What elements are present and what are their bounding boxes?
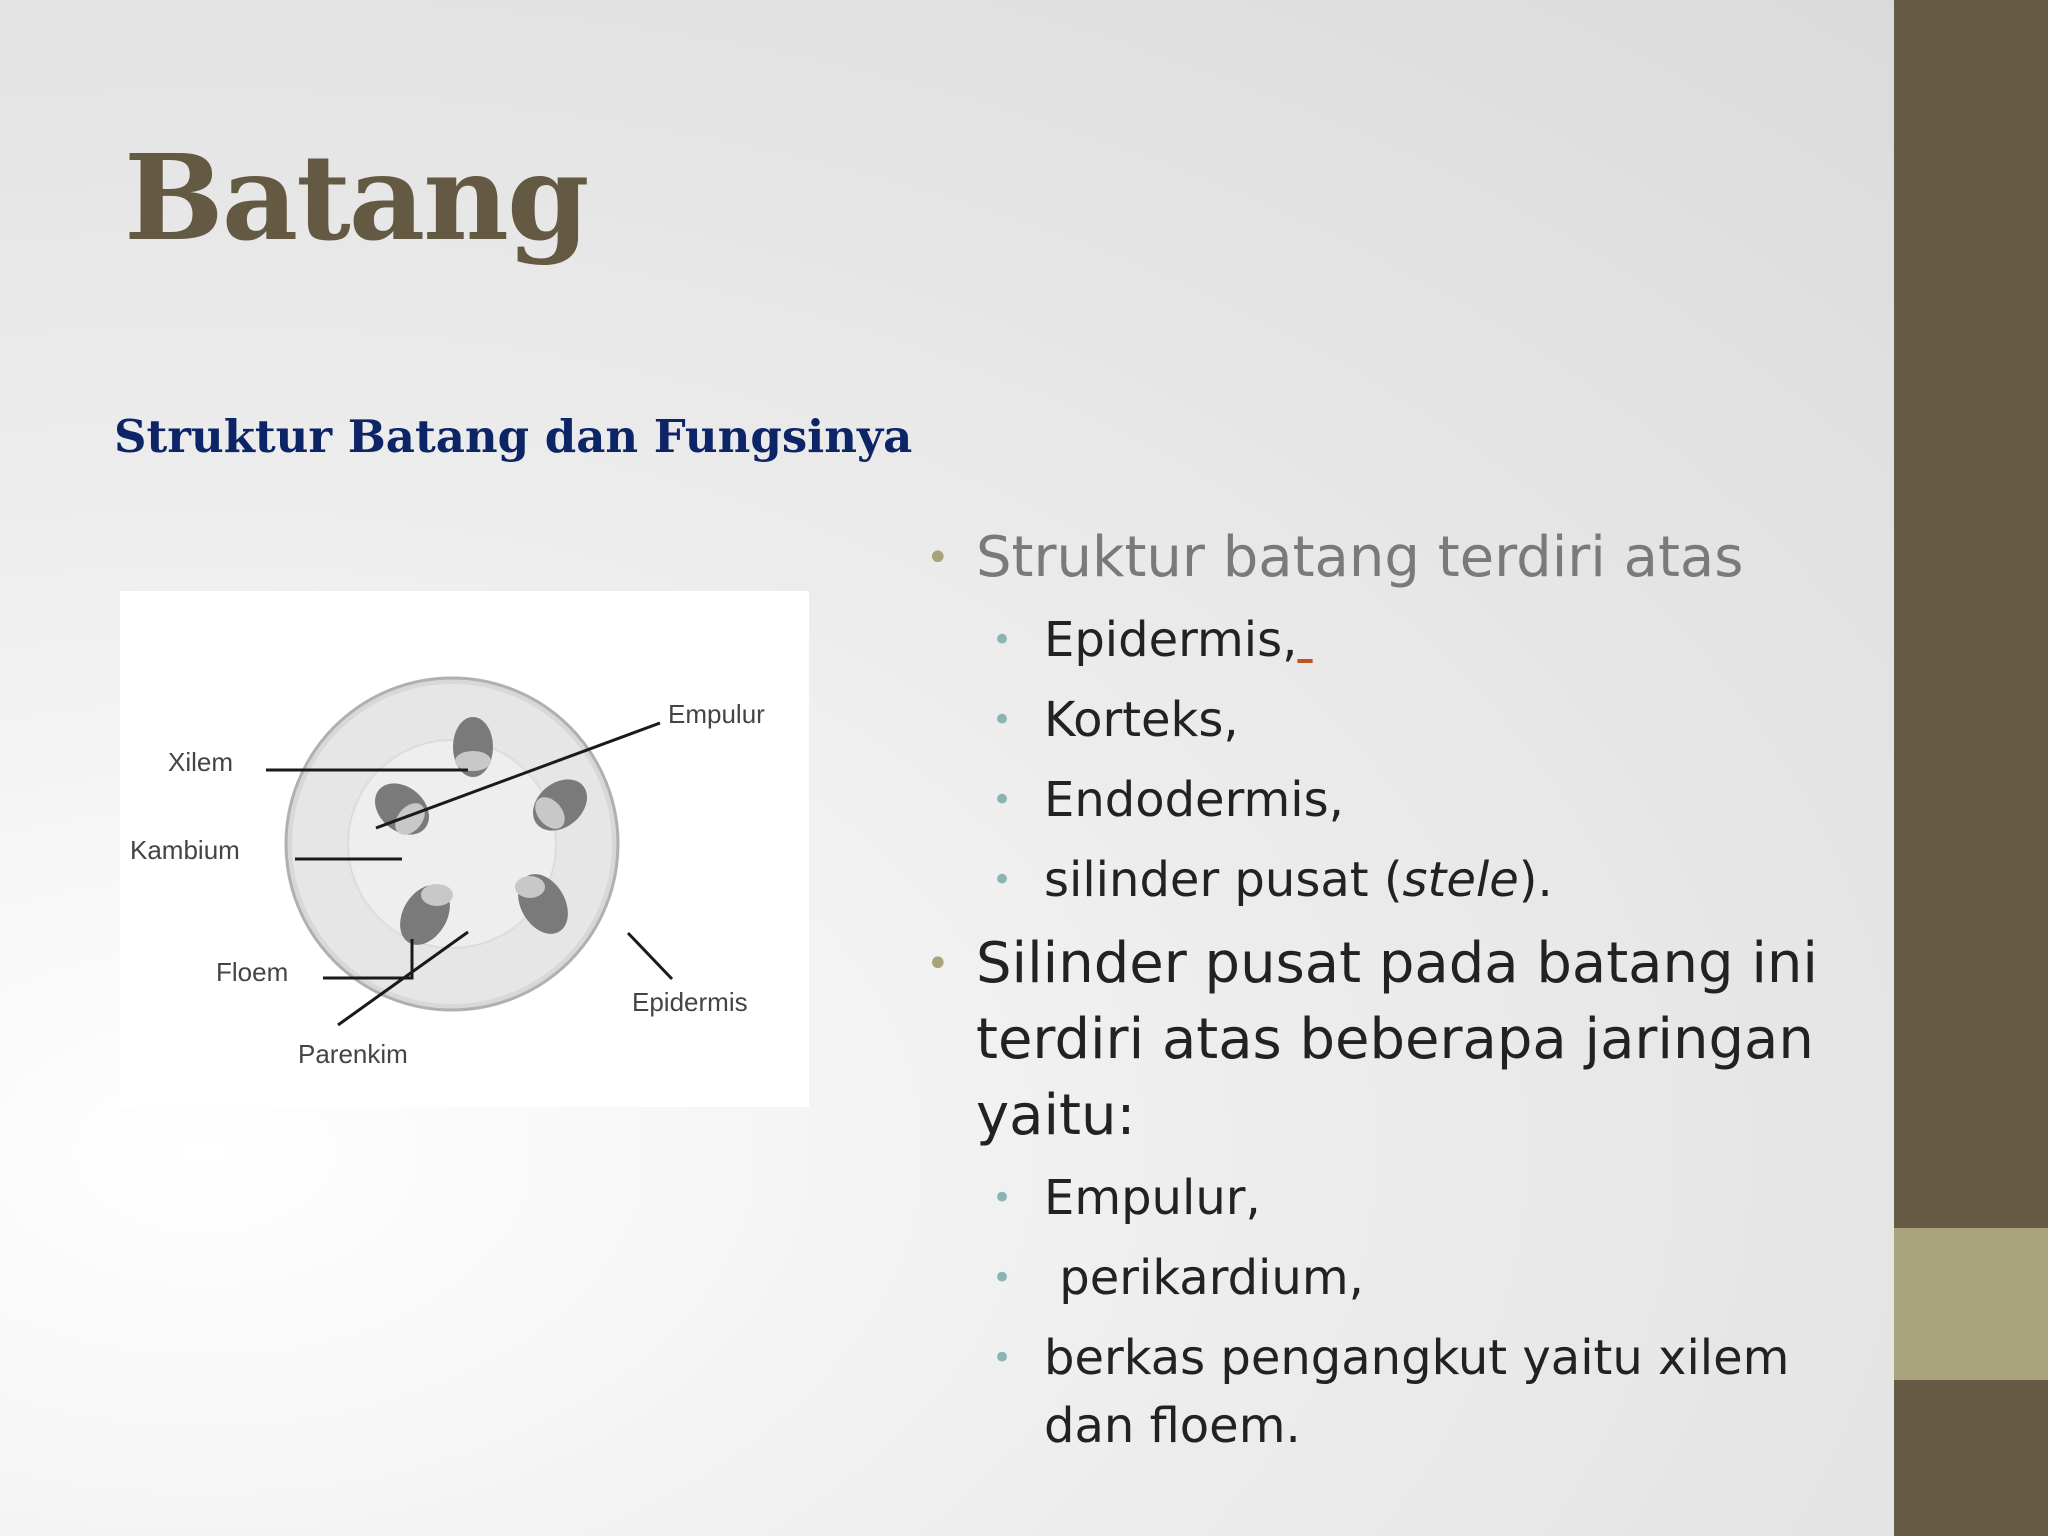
content-list <box>926 520 1886 1472</box>
list-item-endodermis: • Endodermis, <box>926 766 1886 834</box>
list-item-perikardium: • perikardium, <box>926 1244 1886 1312</box>
label-floem: Floem <box>216 957 289 987</box>
label-kambium: Kambium <box>130 835 240 865</box>
list-item-epidermis: • Epidermis, <box>926 606 1886 674</box>
label-epidermis: Epidermis <box>632 987 748 1017</box>
bullet-structure-intro: • Struktur batang terdiri atas <box>926 520 1886 596</box>
label-parenkim: Parenkim <box>298 1039 408 1069</box>
bullet-central-cylinder: • Silinder pusat pada batang ini terdiri atas beberapa jaringan yaitu: <box>926 926 1886 1154</box>
list-item-berkas-pengangkut: • berkas pengangkut yaitu xilem dan floem. <box>926 1324 1886 1460</box>
list-item-silinder-pusat: • silinder pusat (stele). <box>926 846 1886 914</box>
label-empulur: Empulur <box>668 699 765 729</box>
list-item-korteks: • Korteks, <box>926 686 1886 754</box>
underline-mark <box>1297 612 1312 668</box>
slide-subtitle: Struktur Batang dan Fungsinya <box>114 410 913 463</box>
stem-cross-section-figure <box>120 591 809 1107</box>
sidebar-accent-block <box>1894 1228 2048 1380</box>
label-xilem: Xilem <box>168 747 234 777</box>
slide-title: Batang <box>124 128 588 267</box>
stem-diagram <box>120 591 809 1107</box>
list-item-empulur: • Empulur, <box>926 1164 1886 1232</box>
